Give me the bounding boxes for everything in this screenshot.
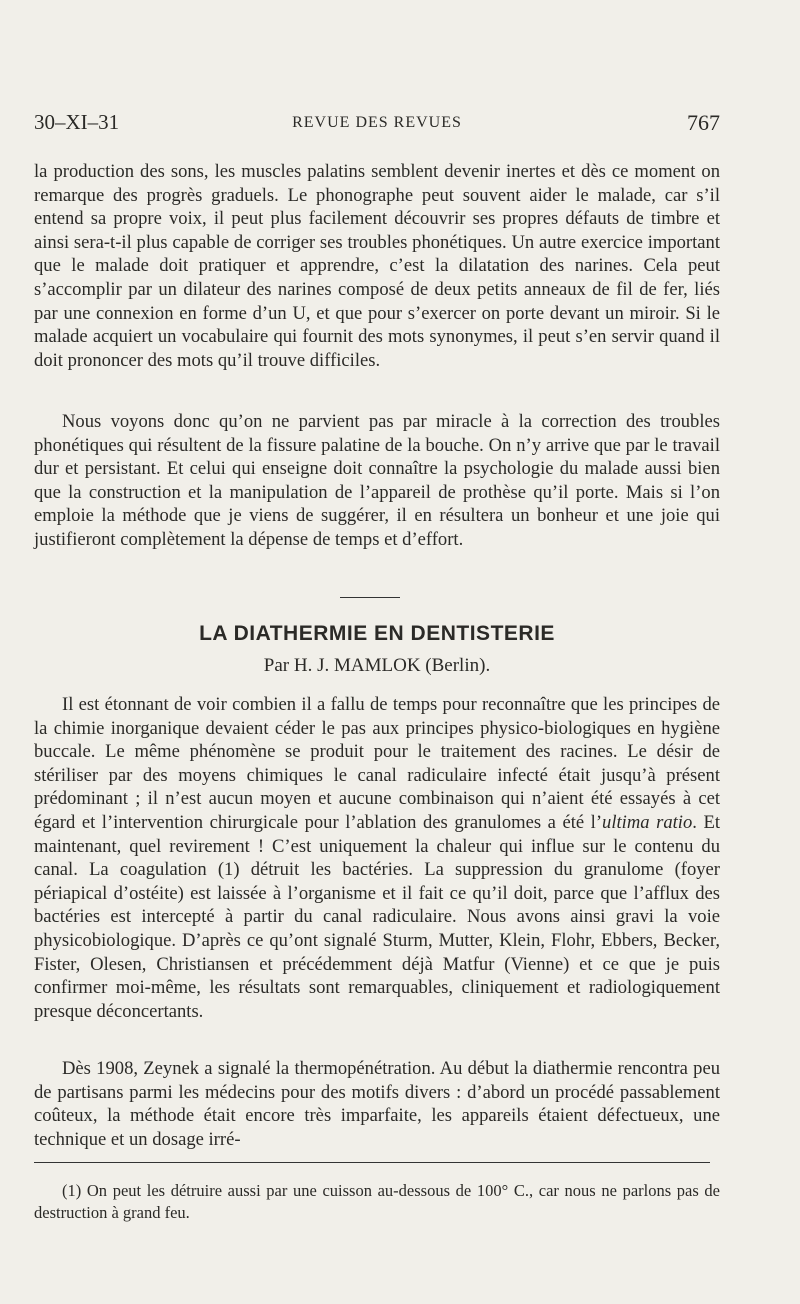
footnote: (1) On peut les détruire aussi par une cuisson au-dessous de 100° C., car nous ne parlons pas de destruction à grand feu. xyxy=(34,1181,720,1222)
article-author: Par H. J. MAMLOK (Berlin). xyxy=(263,655,491,676)
article-title: LA DIATHERMIE EN DENTISTERIE xyxy=(199,622,555,645)
paragraph-conclusion: Nous voyons donc qu’on ne parvient pas par miracle à la correction des troubles phonétiques qui résultent de la fissure palatine de la bouche. On n’y arrive que par le travail dur et persistant. Et celui qui enseigne doit connaître la psychologie du malade aussi bien que la construction et la manipulation de l’appareil de prothèse qu’il porte. Mais si l’on emploie la méthode que je viens de suggérer, il en résultera un bonheur et une joie qui justifieront complètement la dépense de temps et d’effort. xyxy=(34,411,720,550)
header-date: 30–XI–31 xyxy=(34,110,120,134)
paragraph-continued: la production des sons, les muscles palatins semblent devenir inertes et dès ce moment on remarque des progrès graduels. Le phonographe peut souvent aider le malade, car s’il entend sa propre voix, il peut plus facilement découvrir ses propres défauts de timbre et ainsi sera-t-il plus capable de corriger ses troubles phonétiques. Un autre exercice important que le malade doit pratiquer et apprendre, c’est la dilatation des narines. Cela peut s’accomplir par un dilateur des narines composé de deux petits anneaux de fil de fer, liés par une connexion en forme d’un U, et que pour s’exercer on porte devant un miroir. Si le malade acquiert un vocabulaire qui fournit des mots synonymes, il peut s’en servir quand il doit prononcer des mots qu’il trouve difficiles. xyxy=(34,161,720,371)
page-number: 767 xyxy=(687,110,720,135)
article-paragraph-2: Dès 1908, Zeynek a signalé la thermopénétration. Au début la diathermie rencontra peu de partisans parmi les médecins pour des motifs divers : d’abord un procédé passablement coûteux, la méthode était encore très imparfaite, les appareils étaient défectueux, une technique et un dosage irré- xyxy=(34,1058,720,1150)
header-journal-title: REVUE DES REVUES xyxy=(292,114,462,131)
section-divider xyxy=(340,597,400,598)
italic-phrase: ultima ratio xyxy=(602,811,693,833)
text-run: . Et maintenant, quel revirement ! C’est uniquement la chaleur qui influe sur le contenu du canal. La coagulation (1) détruit les bactéries. La suppression du granulome (foyer périapical d’ostéite) est laissée à l’organisme et il fait ce qu’il doit, parce que l’afflux des bactéries est intercepté à partir du canal radiculaire. Nous avons ainsi gravi la voie physicobiologique. D’après ce qu’ont signalé Sturm, Mutter, Klein, Flohr, Ebbers, Becker, Fister, Olesen, Christiansen et précédemment déjà Matfur (Vienne) et ce que je puis confirmer moi-même, les résultats sont remarquables, cliniquement et radiologiquement presque déconcertants. xyxy=(34,811,720,1022)
text-run: Il est étonnant de voir combien il a fallu de temps pour reconnaître que les principes de la chimie inorganique devaient céder le pas aux principes physico-biologiques en hygiène buccale. Le même phénomène se produit pour le traitement des racines. Le désir de stériliser par des moyens chimiques le canal radiculaire infecté était jusqu’à présent prédominant ; il n’est aucun moyen et aucune combinaison qui n’aient été essayés à cet égard et l’intervention chirurgicale pour l’ablation des granulomes a été l’ xyxy=(34,694,720,833)
article-paragraph-1 xyxy=(34,693,720,1023)
running-header xyxy=(34,110,720,140)
footnote-rule xyxy=(34,1162,710,1163)
